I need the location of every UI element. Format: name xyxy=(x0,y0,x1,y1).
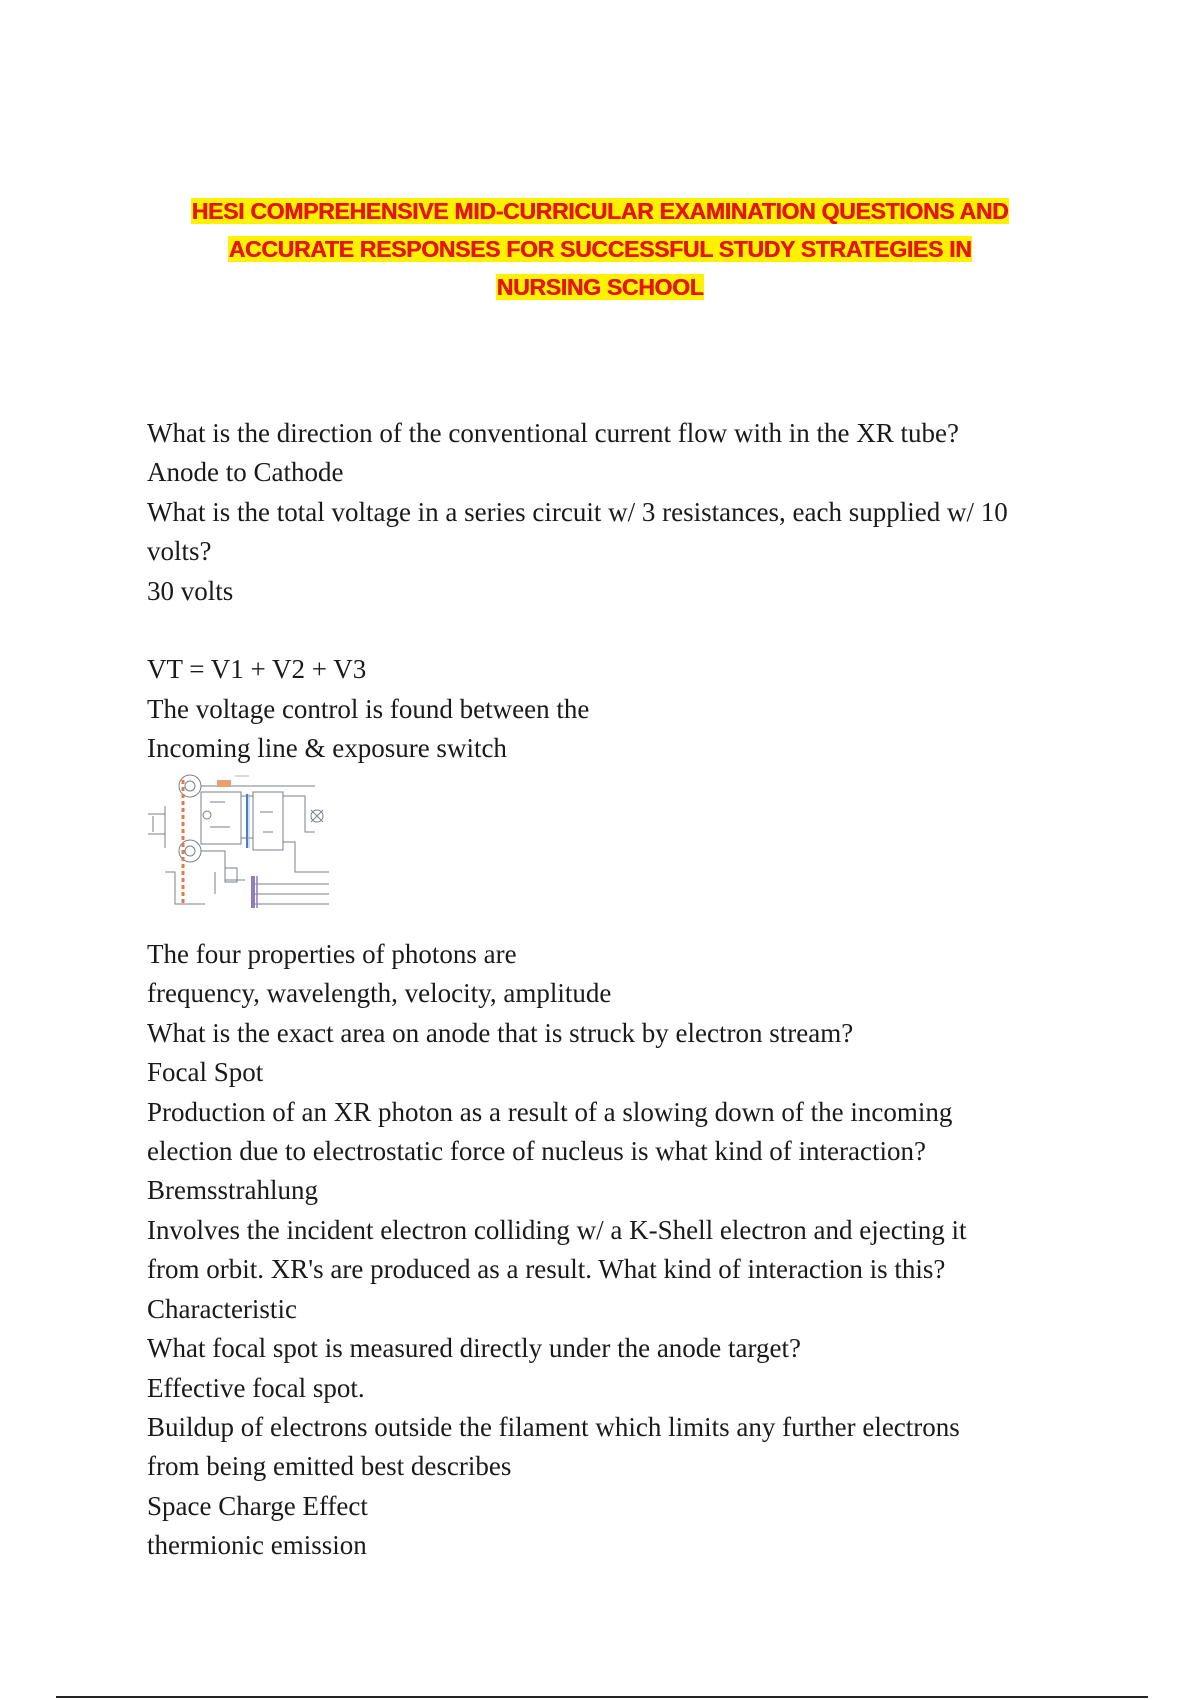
formula-text: VT = V1 + V2 + V3 xyxy=(147,654,367,685)
answer-text: Space Charge Effect xyxy=(147,1490,368,1521)
question-text: election due to electrostatic force of nucleus is what kind of interaction? xyxy=(147,1136,926,1167)
question-text: from being emitted best describes xyxy=(147,1451,512,1482)
question-text: What is the total voltage in a series circuit w/ 3 resistances, each supplied w/ 10 xyxy=(147,496,1008,527)
question-text: The four properties of photons are xyxy=(147,939,517,970)
circuit-diagram-image xyxy=(145,772,329,912)
footer-divider xyxy=(56,1696,1148,1698)
answer-text: frequency, wavelength, velocity, amplitude xyxy=(147,978,612,1009)
question-text: from orbit. XR's are produced as a result. What kind of interaction is this? xyxy=(147,1254,946,1285)
question-text: volts? xyxy=(147,536,212,567)
question-text: The voltage control is found between the xyxy=(147,693,590,724)
question-text: What focal spot is measured directly under the anode target? xyxy=(147,1333,801,1364)
title-line-2: ACCURATE RESPONSES FOR SUCCESSFUL STUDY STRATEGIES IN xyxy=(228,236,972,262)
qa-content xyxy=(147,414,1067,1566)
spacer xyxy=(147,611,1067,650)
document-title xyxy=(140,192,1060,306)
question-text: Buildup of electrons outside the filament which limits any further electrons xyxy=(147,1411,960,1442)
answer-text: Focal Spot xyxy=(147,1057,264,1088)
title-line-1: HESI COMPREHENSIVE MID-CURRICULAR EXAMINATION QUESTIONS AND xyxy=(191,198,1009,224)
question-text: What is the direction of the conventional current flow with in the XR tube? xyxy=(147,418,960,448)
answer-text: 30 volts xyxy=(147,575,234,606)
question-text: Production of an XR photon as a result of a slowing down of the incoming xyxy=(147,1096,953,1127)
answer-text: Incoming line & exposure switch xyxy=(147,733,507,764)
title-line-3: NURSING SCHOOL xyxy=(496,274,704,300)
answer-text: Bremsstrahlung xyxy=(147,1175,318,1206)
answer-text: Effective focal spot. xyxy=(147,1372,365,1403)
answer-text: Characteristic xyxy=(147,1293,297,1324)
question-text: What is the exact area on anode that is struck by electron stream? xyxy=(147,1017,854,1048)
answer-text: thermionic emission xyxy=(147,1530,367,1561)
question-text: Involves the incident electron colliding w/ a K-Shell electron and ejecting it xyxy=(147,1214,967,1245)
answer-text: Anode to Cathode xyxy=(147,457,344,488)
